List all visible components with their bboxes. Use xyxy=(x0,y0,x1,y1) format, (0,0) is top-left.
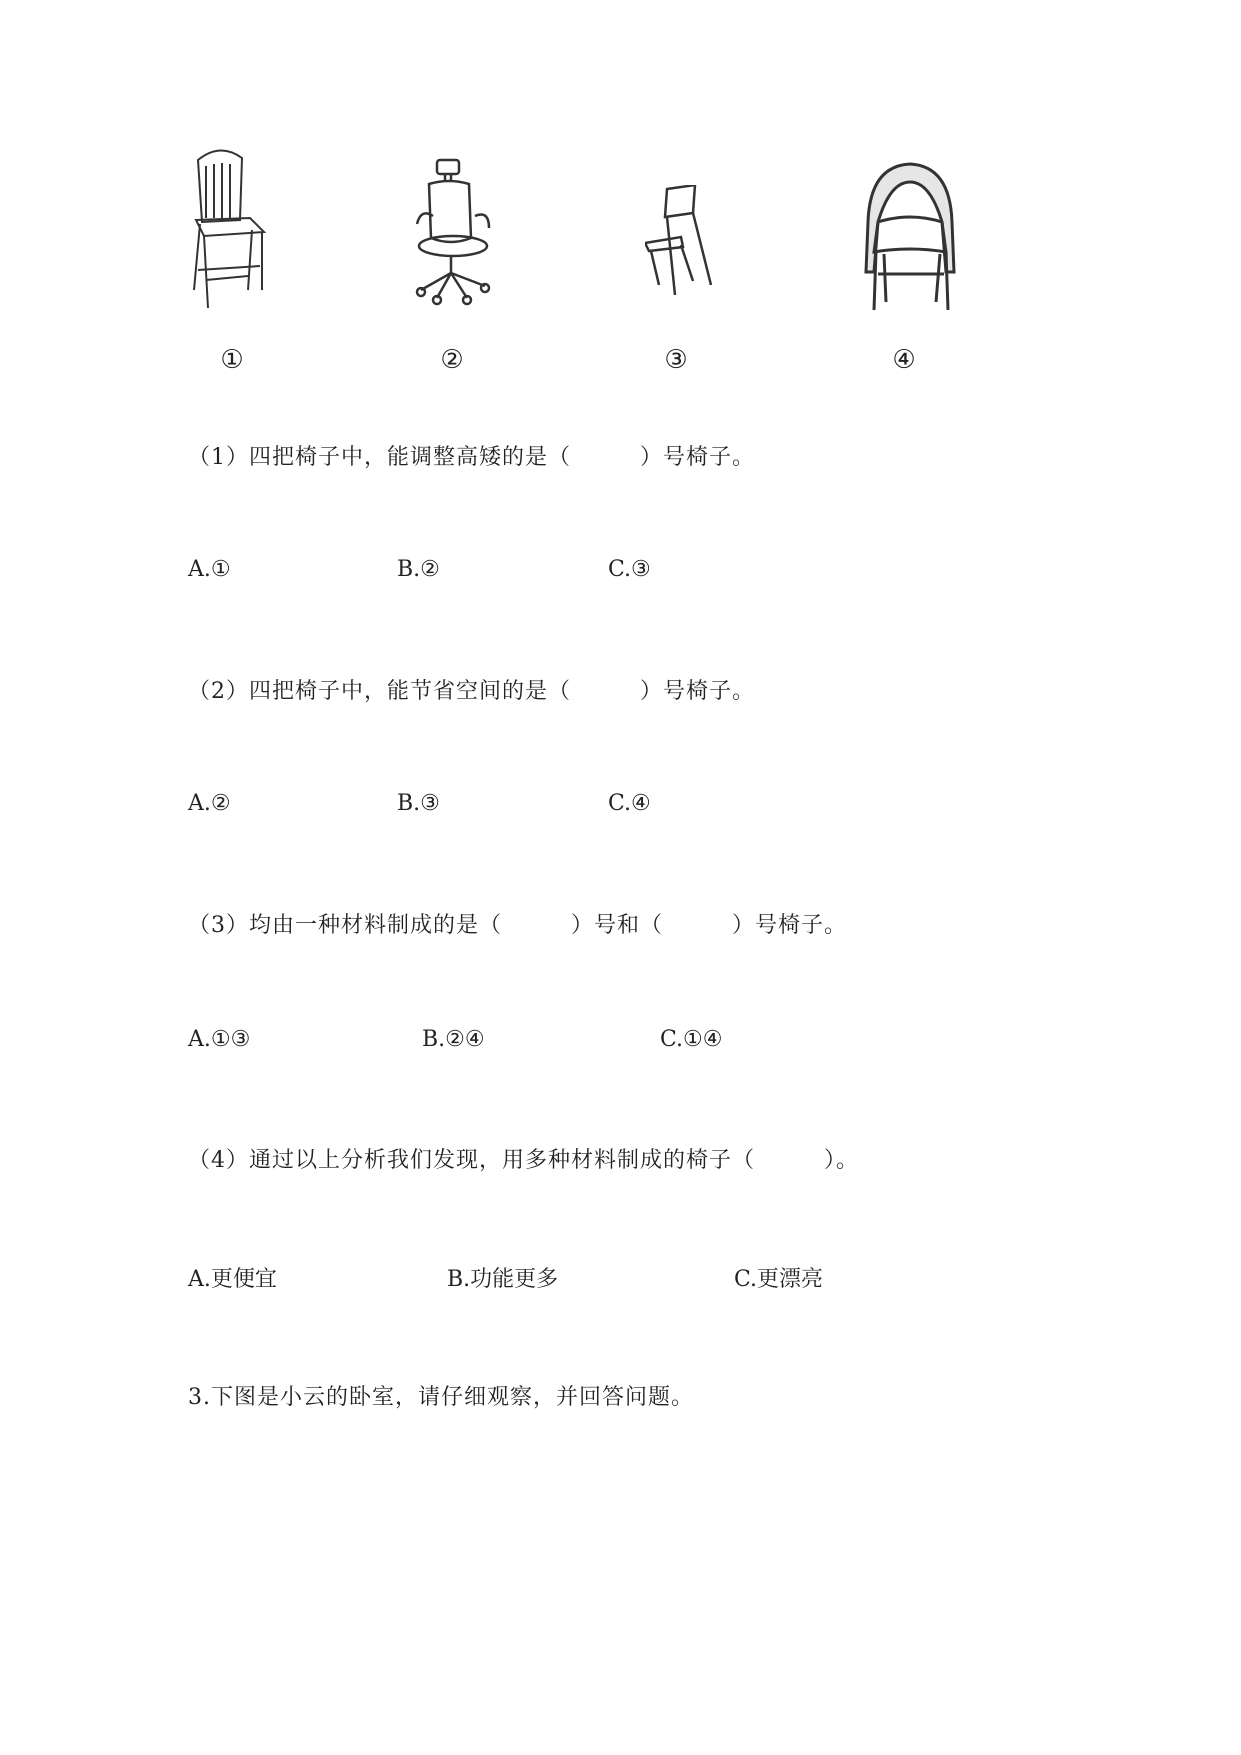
question-3-heading: 3.下图是小云的卧室，请仔细观察，并回答问题。 xyxy=(188,1385,694,1410)
folding-chair-icon xyxy=(645,185,715,295)
q2-option-c[interactable]: C.④ xyxy=(608,791,651,816)
plastic-armchair-icon xyxy=(860,162,960,312)
q4-option-b[interactable]: B.功能更多 xyxy=(447,1267,559,1292)
wooden-chair-icon xyxy=(190,140,270,310)
question-3: （3）均由一种材料制成的是（ ）号和（ ）号椅子。 xyxy=(188,913,847,938)
question-1: （1）四把椅子中，能调整高矮的是（ ）号椅子。 xyxy=(188,445,755,470)
q1-option-a[interactable]: A.① xyxy=(188,557,231,582)
q3-option-c[interactable]: C.①④ xyxy=(660,1027,723,1052)
q2-option-a[interactable]: A.② xyxy=(188,791,231,816)
question-4: （4）通过以上分析我们发现，用多种材料制成的椅子（ ）。 xyxy=(188,1148,859,1173)
question-2: （2）四把椅子中，能节省空间的是（ ）号椅子。 xyxy=(188,679,755,704)
chairs-figure xyxy=(0,140,1241,390)
chair-label-1: ① xyxy=(220,345,244,375)
q1-option-b[interactable]: B.② xyxy=(397,557,440,582)
q4-option-a[interactable]: A.更便宜 xyxy=(188,1267,277,1292)
office-swivel-chair-icon xyxy=(415,158,495,308)
q2-option-b[interactable]: B.③ xyxy=(397,791,440,816)
q4-option-c[interactable]: C.更漂亮 xyxy=(734,1267,824,1292)
q1-option-c[interactable]: C.③ xyxy=(608,557,651,582)
chair-label-4: ④ xyxy=(892,345,916,375)
q3-option-a[interactable]: A.①③ xyxy=(188,1027,251,1052)
q3-option-b[interactable]: B.②④ xyxy=(422,1027,485,1052)
chair-label-3: ③ xyxy=(664,345,688,375)
chair-label-2: ② xyxy=(440,345,464,375)
